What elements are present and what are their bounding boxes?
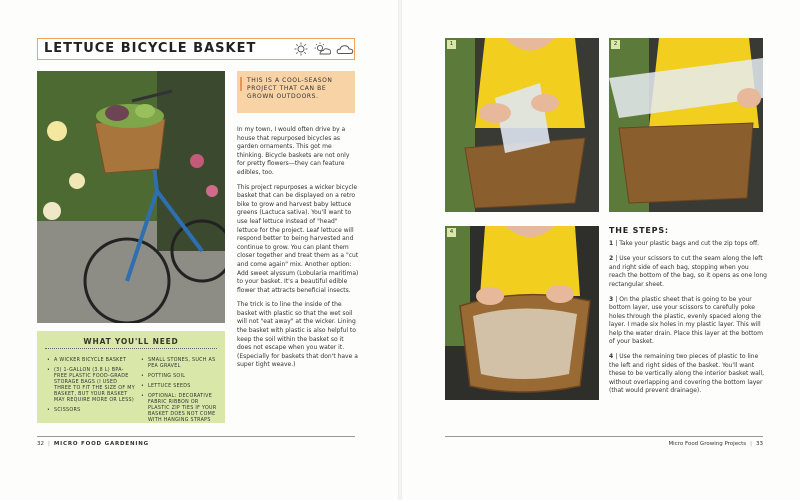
materials-box — [37, 331, 225, 423]
step-separator: | — [615, 296, 618, 304]
sun-icon — [294, 42, 308, 56]
materials-list-left — [47, 358, 135, 418]
materials-item: • SMALL STONES, SUCH AS PEA GRAVEL — [141, 358, 221, 370]
body-paragraph: This project repurposes a wicker bicycle basket that can be displayed on a retro bike to grow and harvest baby lettuce greens (Lactuca sativa). You'll want to use leaf lettuce instead of "head" lettuce for the project. Leaf lettuce will respond better to being harvested and continue to grow. You can plant them closer together and treat them as a "cut and come again" mix. Another option: Add sweet alyssum (Lobularia maritima) to your basket. It's a beautiful edible flower that attracts beneficial insects. — [237, 183, 359, 294]
section-title: Micro Food Growing Projects — [668, 441, 747, 447]
step-text: On the plastic sheet that is going to be your bottom layer, use your scissors to carefully poke holes through the plastic, evenly spaced along the layer. I made six holes in my plastic layer. This will help the water drain. Place this layer at the bottom of your basket. — [609, 296, 763, 346]
step-separator: | — [615, 240, 618, 247]
materials-list-right — [141, 358, 221, 428]
steps-list — [609, 240, 767, 403]
materials-item: • (3) 1-GALLON (3.8 L) BPA-FREE PLASTIC FOOD-GRADE STORAGE BAGS (I USED THREE TO FIT THE SIZE OF MY BASKET, BUT YOUR BASKET MAY REQUIRE MORE OR LESS) — [47, 368, 135, 404]
photo-number-badge: 2 — [611, 40, 620, 49]
step-number: 3 — [609, 296, 614, 304]
materials-item: • SCISSORS — [47, 408, 135, 414]
folio-divider: | — [48, 441, 50, 447]
materials-title: WHAT YOU'LL NEED — [83, 337, 179, 346]
steps-heading: THE STEPS: — [609, 226, 669, 235]
materials-item: • LETTUCE SEEDS — [141, 384, 221, 390]
book-gutter — [398, 0, 402, 500]
step-photo-4 — [445, 226, 599, 400]
step-separator: | — [615, 255, 618, 263]
step-text: Use your scissors to cut the seam along the left and right side of each bag, stopping when you reach the bottom of the bag, so it opens as one long rectangular sheet. — [609, 255, 767, 288]
partly-cloudy-icon — [314, 42, 332, 56]
step-number: 2 — [609, 255, 614, 263]
callout-accent — [240, 77, 242, 91]
step-item — [609, 296, 767, 346]
season-callout — [237, 71, 355, 113]
photo-number-badge: 4 — [447, 228, 456, 237]
photo-number-badge: 1 — [447, 40, 456, 49]
materials-item: • A WICKER BICYCLE BASKET — [47, 358, 135, 364]
folio-right — [668, 441, 763, 447]
folio-left — [37, 441, 149, 447]
footer-rule-left — [37, 436, 355, 437]
step-item — [609, 240, 767, 248]
folio-divider: | — [750, 441, 752, 447]
body-paragraph: The trick is to line the inside of the basket with plastic so that the wet soil will not "eat away" at the wicker. Lining the basket with plastic is also helpful to keep the soil within the basket so it does not escape when you water it. (Especially for baskets that don't have a super tight weave.) — [237, 301, 358, 369]
materials-divider — [45, 348, 217, 349]
materials-item: • OPTIONAL: DECORATIVE FABRIC RIBBON OR PLASTIC ZIP TIES IF YOUR BASKET DOES NOT COME WITH HANGING STRAPS — [141, 394, 221, 424]
step-photo-1 — [445, 38, 599, 212]
step-item — [609, 353, 767, 395]
materials-item: • POTTING SOIL — [141, 374, 221, 380]
step-photo-2 — [609, 38, 763, 212]
page-number-left: 32 — [37, 441, 44, 447]
book-title: MICRO FOOD GARDENING — [53, 441, 149, 447]
step-text: Use the remaining two pieces of plastic to line the left and right sides of the basket. You'll want these to be vertically along the interior basket wall, without overlapping and covering the bottom layer (that would prevent drainage). — [609, 353, 765, 395]
page-title: LETTUCE BICYCLE BASKET — [44, 41, 257, 56]
step-text: Take your plastic bags and cut the zip tops off. — [619, 240, 760, 247]
intro-body — [237, 126, 359, 376]
step-item — [609, 255, 767, 289]
footer-rule-right — [445, 436, 763, 437]
step-separator: | — [615, 353, 618, 361]
page-number-right: 33 — [756, 441, 763, 447]
title-box — [37, 38, 355, 60]
step-number: 1 — [609, 240, 614, 247]
callout-text: THIS IS A COOL-SEASON PROJECT THAT CAN BE GROWN OUTDOORS. — [247, 77, 333, 100]
cloud-icon — [336, 42, 354, 56]
body-paragraph: In my town, I would often drive by a house that repurposed bicycles as garden ornaments. This got me thinking. Bicycle baskets are not only for pretty flowers—they can feature edibles, too. — [237, 126, 350, 176]
bicycle-basket-photo — [37, 71, 225, 323]
step-number: 4 — [609, 353, 614, 361]
